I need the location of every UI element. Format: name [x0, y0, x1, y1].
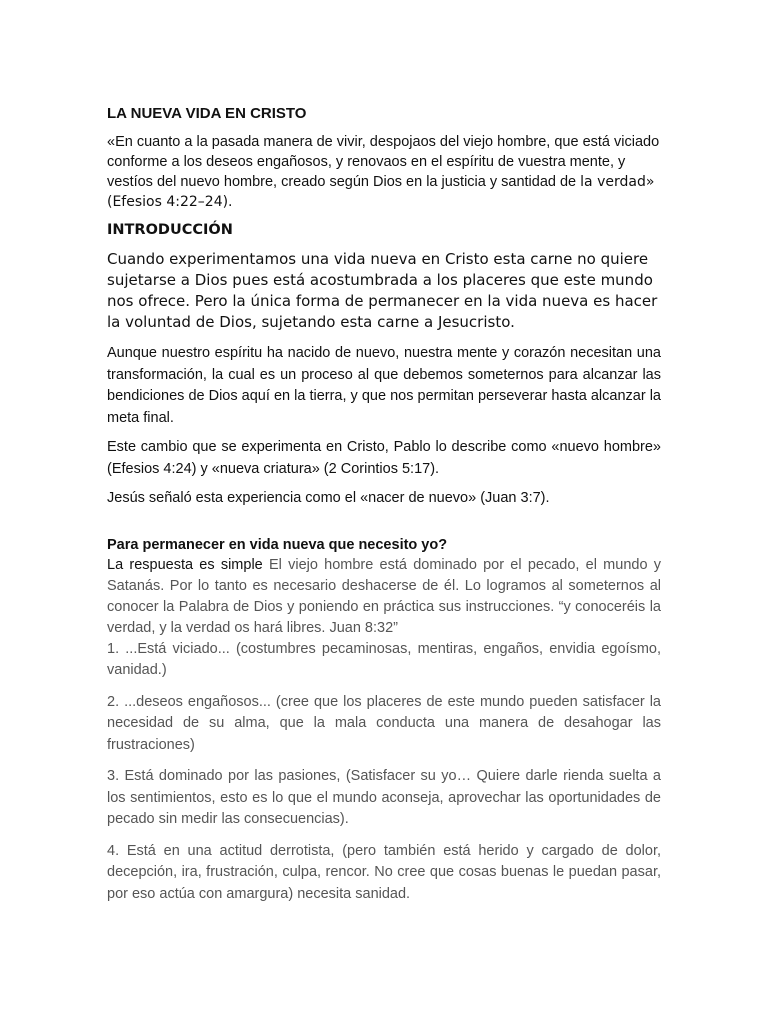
- intro-heading: INTRODUCCIÓN: [107, 222, 233, 238]
- section-subheading: Para permanecer en vida nueva que necesito yo?: [107, 536, 448, 553]
- body-paragraph: Este cambio que se experimenta en Cristo, Pablo lo describe como «nuevo hombre» (Efesios 4:24) y «nueva criatura» (2 Corintios 5:17).: [107, 439, 661, 477]
- quote-reference: la verdad» (Efesios 4:22–24).: [107, 174, 655, 210]
- answer-paragraph: [107, 555, 661, 639]
- quote-text: «En cuanto a la pasada manera de vivir, despojaos del viejo hombre, que está viciado conforme a los deseos engañosos, y renovaos en el espíritu de vuestra mente, y vestíos del nuevo hombre, creado según Dios en la justicia y santidad de: [107, 134, 660, 190]
- list-item: 1. ...Está viciado... (costumbres pecaminosas, mentiras, engaños, envidia egoísmo, vanidad.): [107, 640, 661, 678]
- body-paragraph: Jesús señaló esta experiencia como el «nacer de nuevo» (Juan 3:7).: [107, 490, 550, 506]
- list-item: 2. ...deseos engañosos... (cree que los placeres de este mundo pueden satisfacer la necesidad de su alma, que la mala conducta una manera de desahogar las frustraciones): [107, 693, 661, 753]
- opening-quote: [107, 132, 661, 212]
- answer-lead: La respuesta es simple: [107, 556, 263, 573]
- body-paragraph: Aunque nuestro espíritu ha nacido de nuevo, nuestra mente y corazón necesitan una transformación, la cual es un proceso al que debemos someternos para alcanzar las bendiciones de Dios aquí en la tierra, y que nos permitan perseverar hasta alcanzar la meta final.: [107, 345, 661, 426]
- list-item: 4. Está en una actitud derrotista, (pero también está herido y cargado de dolor, decepción, ira, frustración, culpa, rencor. No cree que cosas buenas le puedan pasar, por eso actúa con amargura) necesita sanidad.: [107, 842, 661, 902]
- answer-text: El viejo hombre está dominado por el pecado, el mundo y Satanás. Por lo tanto es necesario deshacerse de él. Lo logramos al someternos al conocer la Palabra de Dios y poniendo en práctica sus instrucciones. “y conoceréis la verdad, y la verdad os hará libres. Juan 8:32”: [107, 556, 662, 636]
- document-page: [107, 104, 661, 915]
- intro-paragraph: Cuando experimentamos una vida nueva en Cristo esta carne no quiere sujetarse a Dios pues está acostumbrada a los placeres que este mundo nos ofrece. Pero la única forma de permanecer en la vida nueva es hacer la voluntad de Dios, sujetando esta carne a Jesucristo.: [107, 250, 658, 331]
- document-title: LA NUEVA VIDA EN CRISTO: [107, 105, 307, 122]
- list-item: 3. Está dominado por las pasiones, (Satisfacer su yo… Quiere darle rienda suelta a los sentimientos, esto es lo que el mundo aconseja, aprovechar las oportunidades de pecado sin medir las consecuencias).: [107, 768, 661, 827]
